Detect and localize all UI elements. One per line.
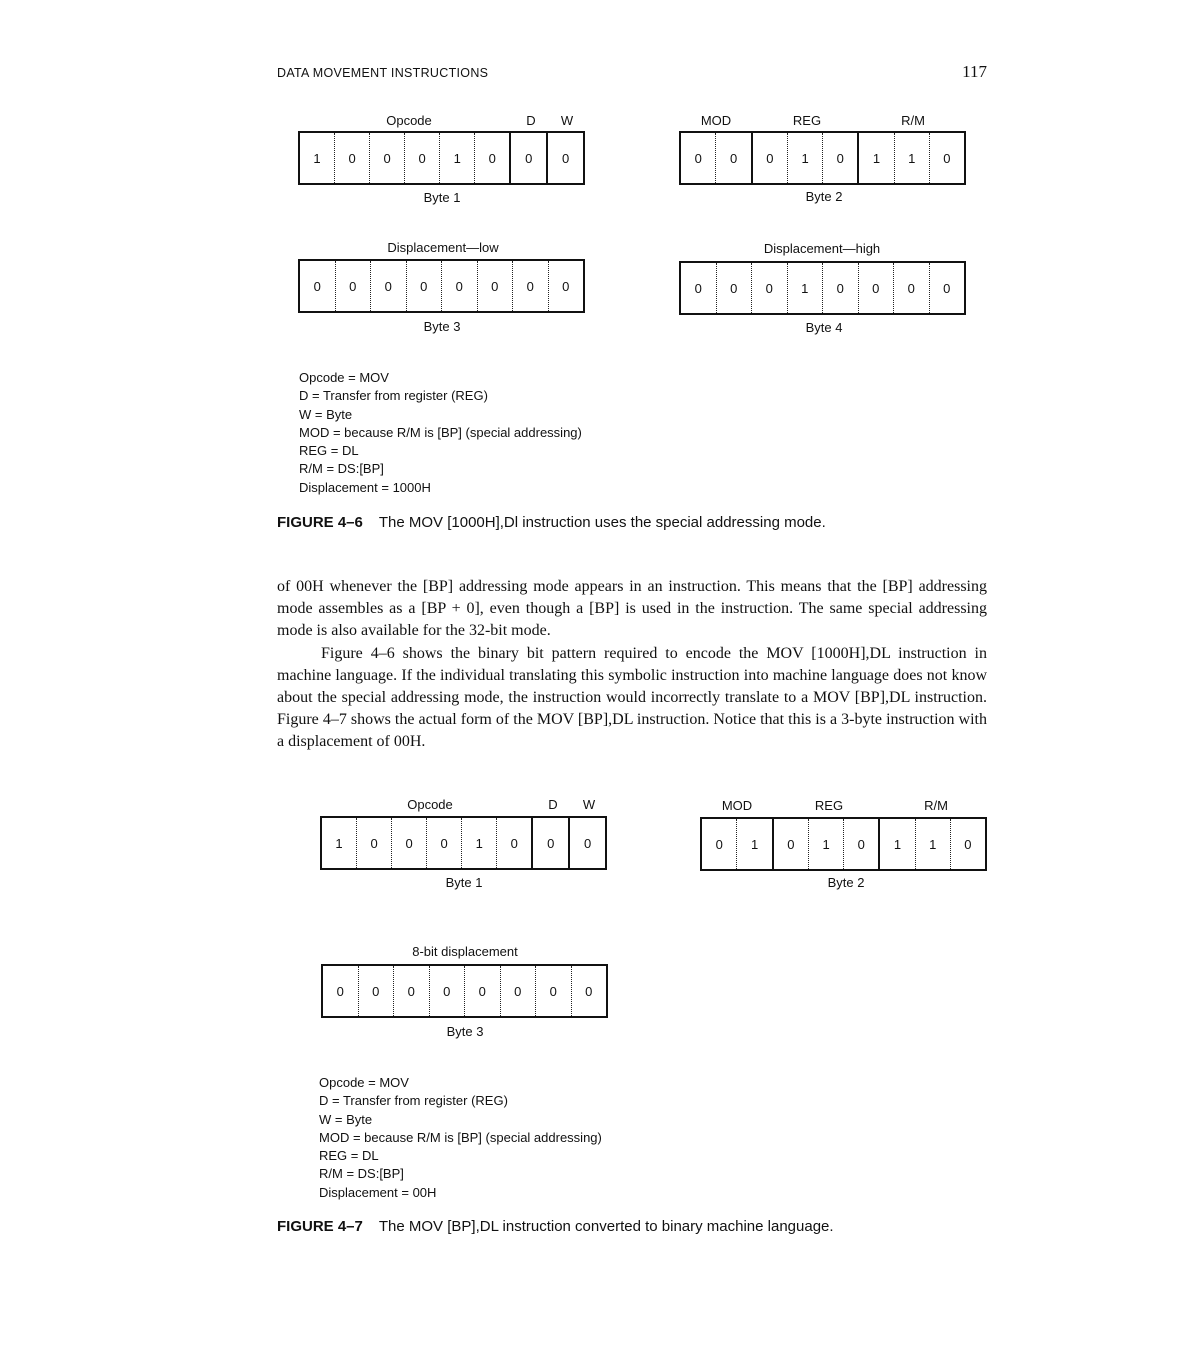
bit-cell: 0 — [335, 133, 370, 183]
fig6-byte1-register — [298, 131, 585, 185]
bit-cell: 0 — [427, 818, 462, 868]
legend-line: Displacement = 1000H — [299, 479, 431, 495]
bit-cell: 1 — [788, 133, 823, 183]
legend-line: Opcode = MOV — [299, 370, 389, 385]
bit-field — [300, 133, 511, 183]
bit-field — [533, 818, 570, 868]
legend-line: REG = DL — [299, 443, 359, 459]
body-text — [277, 576, 987, 754]
bit-cell: 0 — [405, 133, 440, 183]
bit-cell: 0 — [943, 280, 951, 296]
fig6-w-label: W — [560, 113, 574, 128]
bit-cell: 0 — [859, 263, 895, 313]
fig7-byte2-register — [700, 817, 987, 871]
fig6-mod-label: MOD — [700, 113, 732, 128]
legend-line: Displacement = 00H — [319, 1184, 437, 1200]
running-head: DATA MOVEMENT INSTRUCTIONS — [277, 66, 489, 80]
bit-cell: 1 — [859, 133, 894, 183]
bit-cell: 0 — [536, 966, 572, 1016]
bit-cell: 0 — [392, 818, 427, 868]
bit-cell: 0 — [525, 150, 533, 166]
bit-cell: 1 — [462, 818, 497, 868]
fig6-reg-label: REG — [792, 113, 822, 128]
bit-cell: 1 — [809, 819, 844, 869]
bit-cell: 0 — [501, 966, 537, 1016]
bit-field — [880, 819, 985, 869]
bit-cell: 1 — [322, 818, 357, 868]
bit-cell: 0 — [323, 966, 359, 1016]
bit-field — [681, 263, 964, 313]
page-number: 117 — [962, 62, 987, 81]
paragraph: Figure 4–6 shows the binary bit pattern required to encode the MOV [1000H],DL instruction in machine language. If the individual translating this symbolic instruction into machine language does not know about the special addressing mode, the instruction would incorrectly translate to a MOV [BP],DL instruction. Figure 4–7 shows the actual form of the MOV [BP],DL instruction. Notice that this is a 3-byte instruction with a displacement of 00H. — [277, 644, 987, 751]
fig6-rm-label: R/M — [901, 113, 925, 128]
bit-cell: 0 — [300, 261, 336, 311]
fig6-byte2-caption: Byte 2 — [805, 189, 843, 204]
bit-cell: 1 — [750, 836, 759, 852]
fig7-mod-label: MOD — [721, 798, 753, 813]
bit-field — [511, 133, 548, 183]
bit-cell: 0 — [510, 835, 518, 851]
fig6-byte1-caption: Byte 1 — [423, 190, 461, 205]
fig7-w-label: W — [582, 797, 596, 812]
fig6-byte4-register — [679, 261, 966, 315]
fig6-legend — [299, 369, 582, 497]
bit-cell: 0 — [562, 278, 570, 294]
bit-cell: 0 — [442, 261, 478, 311]
bit-cell: 0 — [370, 133, 405, 183]
bit-field — [548, 133, 583, 183]
bit-cell: 0 — [430, 966, 466, 1016]
fig6-byte2-register — [679, 131, 966, 185]
bit-cell: 0 — [465, 966, 501, 1016]
fig7-disp8-label: 8-bit displacement — [412, 944, 518, 959]
legend-line: REG = DL — [319, 1148, 379, 1164]
fig6-byte3-register — [298, 259, 585, 313]
fig7-byte2-caption: Byte 2 — [827, 875, 865, 890]
bit-cell: 0 — [943, 150, 951, 166]
bit-cell: 0 — [357, 818, 392, 868]
bit-cell: 0 — [681, 133, 716, 183]
fig7-d-label: D — [548, 797, 558, 812]
fig7-rm-label: R/M — [924, 798, 948, 813]
bit-cell: 0 — [752, 263, 788, 313]
fig7-opcode-label: Opcode — [407, 797, 453, 812]
figure-caption-text: The MOV [1000H],Dl instruction uses the special addressing mode. — [378, 514, 826, 531]
bit-cell: 0 — [547, 835, 555, 851]
bit-field — [322, 818, 533, 868]
legend-line: W = Byte — [299, 406, 353, 422]
bit-cell: 0 — [774, 819, 809, 869]
bit-cell: 0 — [857, 836, 865, 852]
fig7-byte1-caption: Byte 1 — [445, 875, 483, 890]
bit-cell: 0 — [359, 966, 395, 1016]
fig6-disp-low-label: Displacement—low — [387, 240, 499, 255]
fig6-disp-high-label: Displacement—high — [763, 241, 881, 256]
bit-field — [774, 819, 881, 869]
bit-cell: 0 — [964, 836, 972, 852]
fig7-legend — [319, 1074, 602, 1202]
bit-cell: 1 — [895, 133, 930, 183]
fig6-opcode-label: Opcode — [386, 113, 432, 128]
bit-cell: 0 — [729, 150, 738, 166]
bit-field — [702, 819, 774, 869]
legend-line: MOD = because R/M is [BP] (special addressing) — [319, 1129, 602, 1145]
fig6-caption — [277, 514, 826, 531]
bit-cell: 1 — [788, 263, 824, 313]
bit-cell: 0 — [681, 263, 717, 313]
bit-cell: 0 — [488, 150, 496, 166]
fig6-byte3-caption: Byte 3 — [423, 319, 461, 334]
bit-cell: 0 — [394, 966, 430, 1016]
bit-field — [570, 818, 605, 868]
fig7-byte3-register — [321, 964, 608, 1018]
fig7-caption — [277, 1218, 834, 1235]
fig7-byte1-register — [320, 816, 607, 870]
bit-cell: 0 — [702, 819, 737, 869]
bit-cell: 0 — [585, 983, 593, 999]
bit-cell: 0 — [513, 261, 549, 311]
bit-cell: 0 — [478, 261, 514, 311]
bit-cell: 0 — [583, 835, 592, 851]
bit-cell: 0 — [836, 150, 844, 166]
bit-cell: 1 — [300, 133, 335, 183]
figure-number: FIGURE 4–7 — [277, 1218, 363, 1235]
figure-caption-text: The MOV [BP],DL instruction converted to binary machine language. — [378, 1218, 834, 1235]
bit-cell: 1 — [916, 819, 951, 869]
bit-cell: 1 — [880, 819, 915, 869]
legend-line: W = Byte — [319, 1111, 373, 1127]
bit-field — [300, 261, 583, 311]
fig6-d-label: D — [526, 113, 536, 128]
bit-cell: 0 — [371, 261, 407, 311]
bit-cell: 0 — [717, 263, 753, 313]
fig7-reg-label: REG — [814, 798, 844, 813]
fig7-byte3-caption: Byte 3 — [446, 1024, 484, 1039]
bit-field — [323, 966, 606, 1016]
bit-field — [681, 133, 753, 183]
legend-line: D = Transfer from register (REG) — [319, 1093, 508, 1109]
legend-line: R/M = DS:[BP] — [319, 1166, 404, 1182]
legend-line: MOD = because R/M is [BP] (special addressing) — [299, 424, 582, 440]
bit-field — [859, 133, 964, 183]
bit-cell: 0 — [823, 263, 859, 313]
bit-cell: 0 — [336, 261, 372, 311]
fig6-byte4-caption: Byte 4 — [805, 320, 843, 335]
bit-cell: 1 — [440, 133, 475, 183]
legend-line: R/M = DS:[BP] — [299, 461, 384, 477]
bit-cell: 0 — [894, 263, 930, 313]
legend-line: Opcode = MOV — [319, 1075, 409, 1090]
legend-line: D = Transfer from register (REG) — [299, 388, 488, 404]
bit-cell: 0 — [407, 261, 443, 311]
figure-number: FIGURE 4–6 — [277, 514, 363, 531]
bit-cell: 0 — [753, 133, 788, 183]
bit-field — [753, 133, 860, 183]
paragraph: of 00H whenever the [BP] addressing mode appears in an instruction. This means that the [BP] addressing mode assembles as a [BP + 0], even though a [BP] is used in the instruction. The same special addressing mode is also available for the 32-bit mode. — [277, 578, 987, 640]
bit-cell: 0 — [561, 150, 570, 166]
